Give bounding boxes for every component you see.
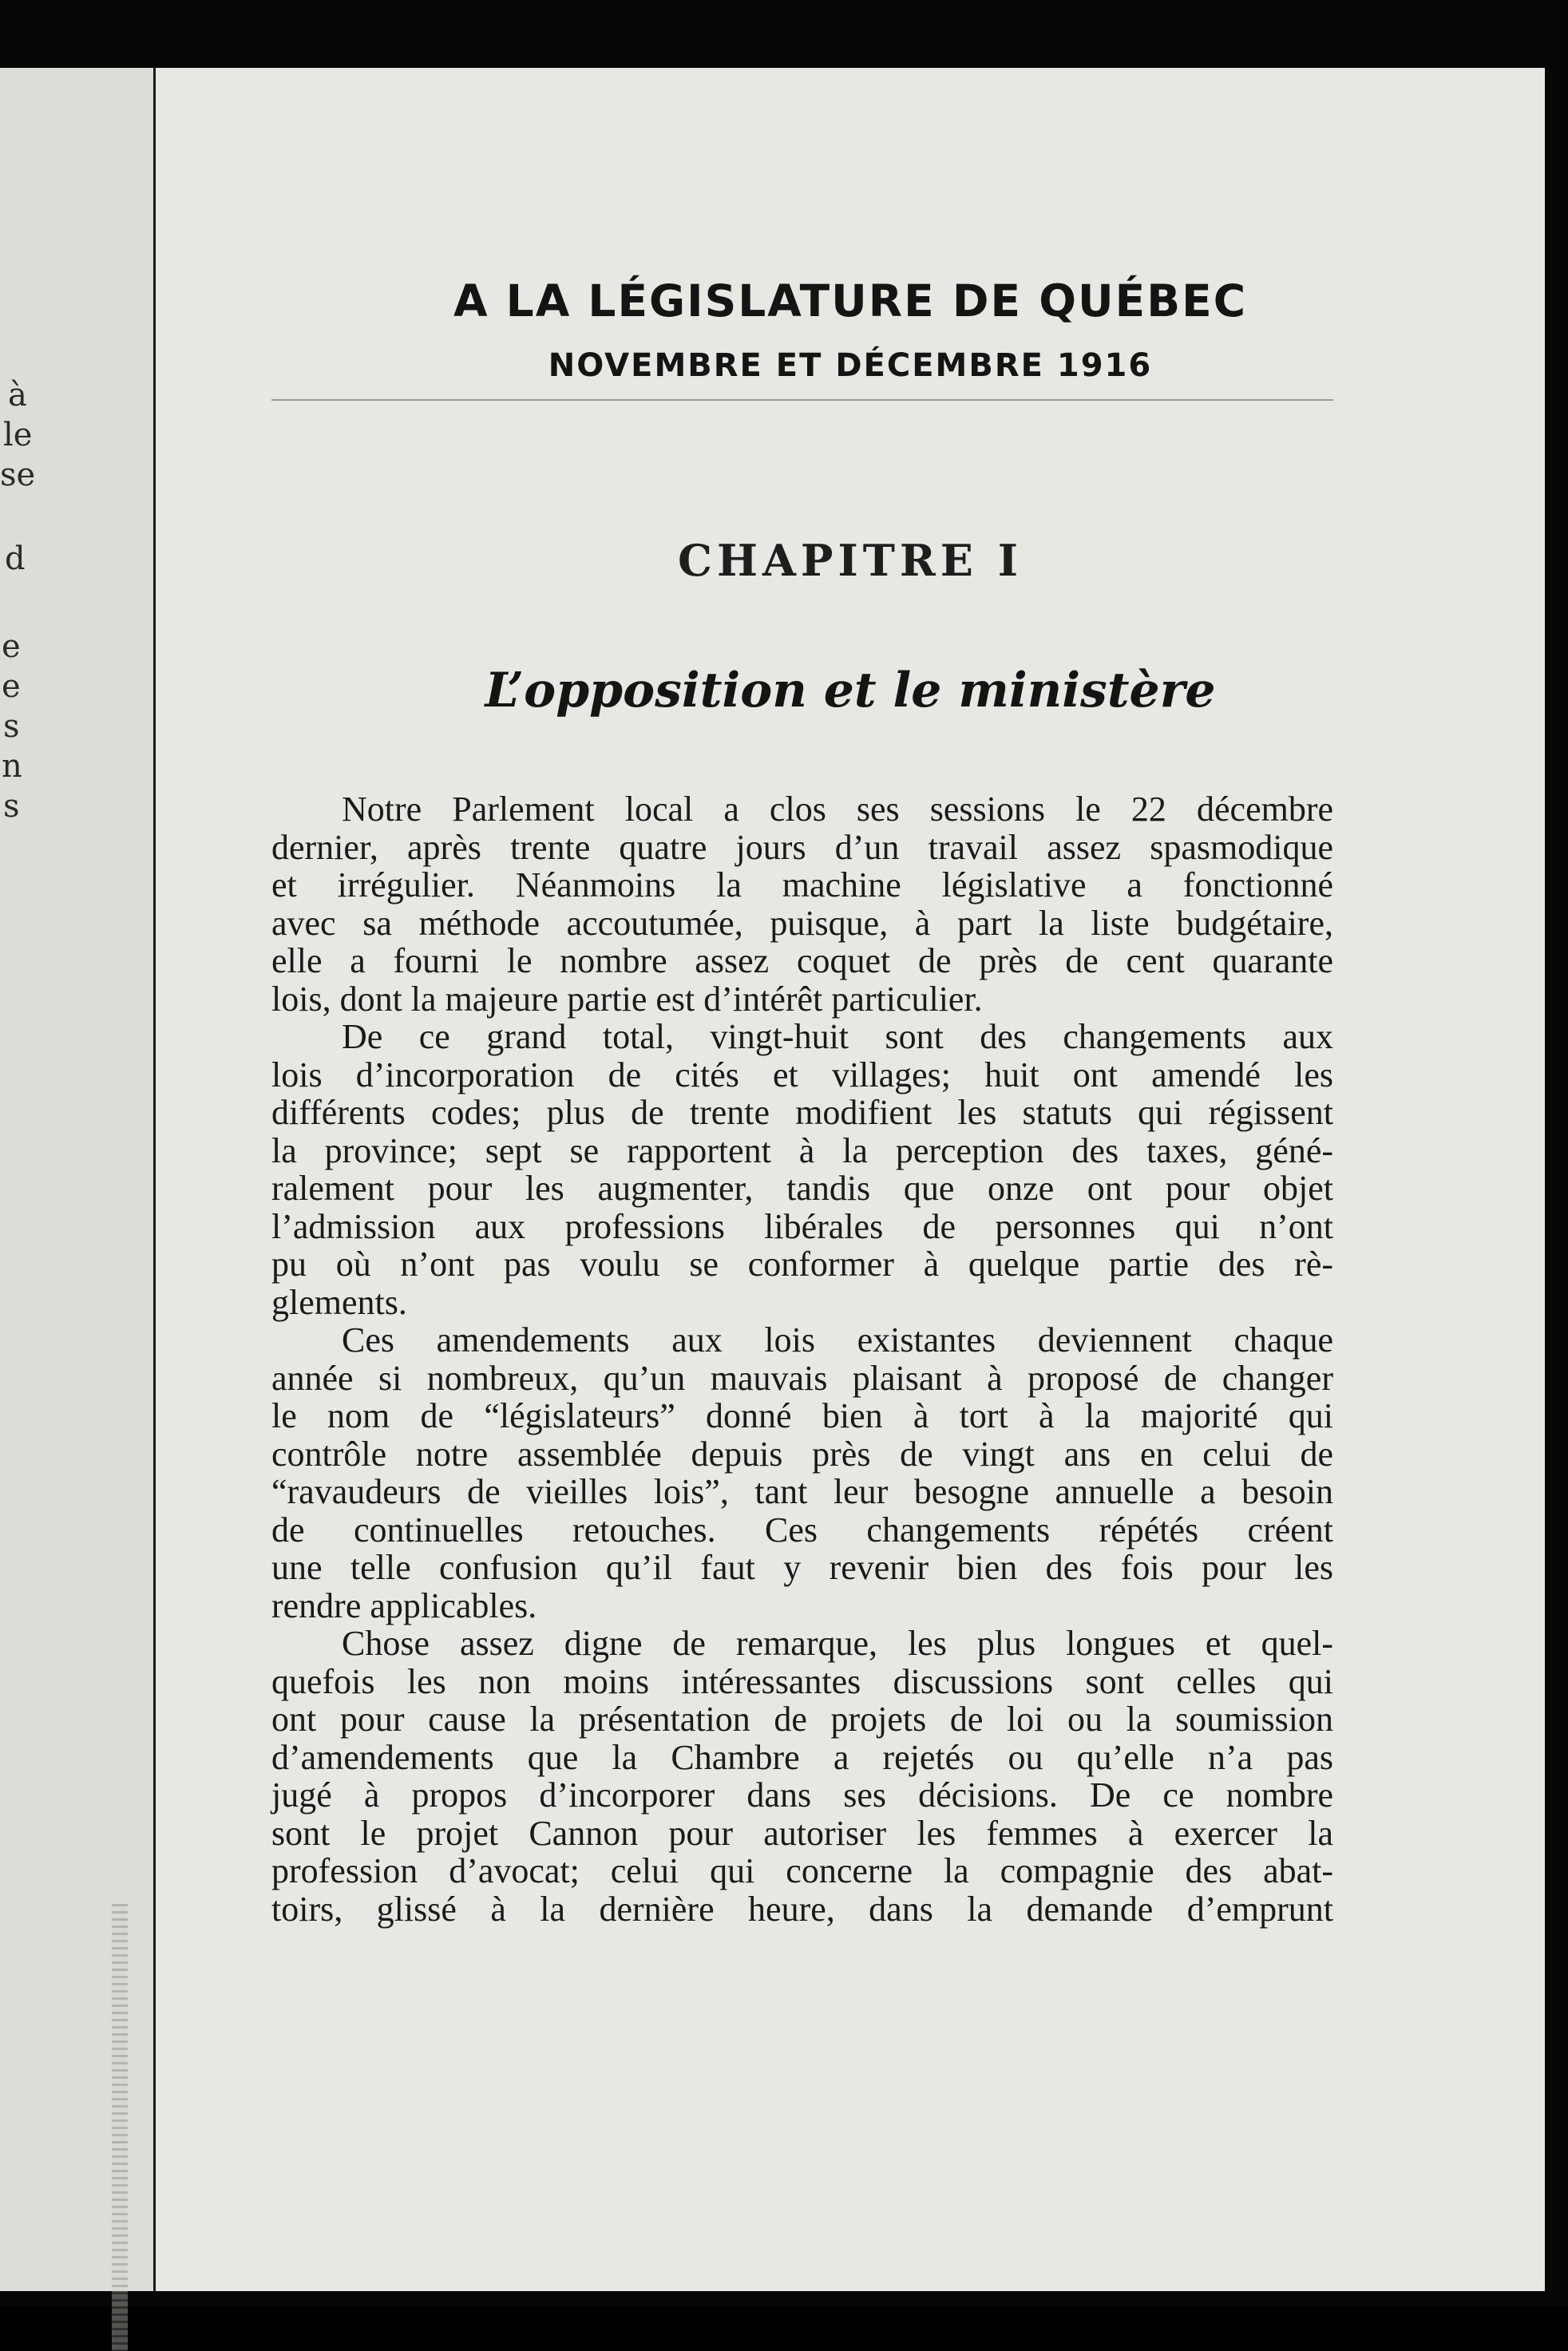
text-line: quefois les non moins intéressantes discussions sont celles qui [271,1661,1333,1701]
binding-gutter [112,1904,128,2351]
text-line: avec sa méthode accoutumée, puisque, à part la liste budgétaire, [271,903,1333,943]
text-line: ralement pour les augmenter, tandis que onze ont pour objet [271,1169,1333,1208]
text-line: sont le projet Cannon pour autoriser les femmes à exercer la [271,1813,1333,1853]
text-line: Notre Parlement local a clos ses sessions le 22 décembre [342,790,1333,829]
text-line: jugé à propos d’incorporer dans ses décisions. De ce nombre [271,1775,1333,1815]
page-heading: A LA LÉGISLATURE DE QUÉBEC [453,275,1248,327]
text-line: contrôle notre assemblée depuis près de vingt ans en celui de [271,1434,1333,1474]
text-line: ont pour cause la présentation de projets de loi ou la soumission [271,1700,1333,1739]
text-line: de continuelles retouches. Ces changements répétés créent [271,1510,1333,1550]
text-line: pu où n’ont pas voulu se conformer à quelque partie des rè- [271,1245,1333,1284]
margin-fragment: s [3,708,20,745]
paragraph [271,1321,1333,1625]
text-line: glements. [271,1282,407,1322]
text-line: dernier, après trente quatre jours d’un travail assez spasmodique [271,827,1333,867]
text-line: De ce grand total, vingt-huit sont des changements aux [342,1017,1333,1056]
text-line: rendre applicables. [271,1585,537,1625]
facing-page-edge [0,68,156,2291]
text-line: lois, dont la majeure partie est d’intérêt particulier. [271,979,983,1019]
text-line: une telle confusion qu’il faut y revenir bien des fois pour les [271,1548,1333,1587]
page-subheading: NOVEMBRE ET DÉCEMBRE 1916 [548,347,1153,384]
margin-fragment: à [8,377,27,414]
paragraph [271,790,1333,1018]
margin-fragment: s [3,788,20,825]
book-page [156,68,1545,2291]
text-line: l’admission aux professions libérales de personnes qui n’ont [271,1206,1333,1246]
text-line: Chose assez digne de remarque, les plus longues et quel- [342,1624,1333,1663]
text-line: elle a fourni le nombre assez coquet de près de cent quarante [271,941,1333,980]
margin-fragment: e [2,628,21,665]
text-line: d’amendements que la Chambre a rejetés ou qu’elle n’a pas [271,1737,1333,1777]
text-line: différents codes; plus de trente modifient les statuts qui régissent [271,1093,1333,1132]
text-line: et irrégulier. Néanmoins la machine législative a fonctionné [271,865,1333,904]
text-line: lois d’incorporation de cités et villages; huit ont amendé les [271,1055,1333,1094]
text-line: année si nombreux, qu’un mauvais plaisant à proposé de changer [271,1358,1333,1398]
paragraph [271,1018,1333,1321]
margin-fragment: le [3,417,33,453]
heading-rule [271,399,1333,401]
chapter-title: L’opposition et le ministère [485,663,1216,718]
text-line: toirs, glissé à la dernière heure, dans la demande d’emprunt [271,1889,1333,1929]
body-text [271,790,1333,1928]
text-line: “ravaudeurs de vieilles lois”, tant leur besogne annuelle a besoin [271,1472,1333,1511]
text-line: le nom de “législateurs” donné bien à tort à la majorité qui [271,1396,1333,1435]
margin-fragment: d [5,540,26,577]
margin-fragment: se [0,457,36,493]
margin-fragment: e [2,668,21,705]
chapter-label: CHAPITRE I [677,535,1024,586]
text-line: la province; sept se rapportent à la perception des taxes, géné- [271,1130,1333,1170]
text-line: profession d’avocat; celui qui concerne la compagnie des abat- [271,1851,1333,1890]
text-line: Ces amendements aux lois existantes deviennent chaque [342,1320,1333,1360]
paragraph [271,1625,1333,1928]
margin-fragment: n [2,748,22,785]
